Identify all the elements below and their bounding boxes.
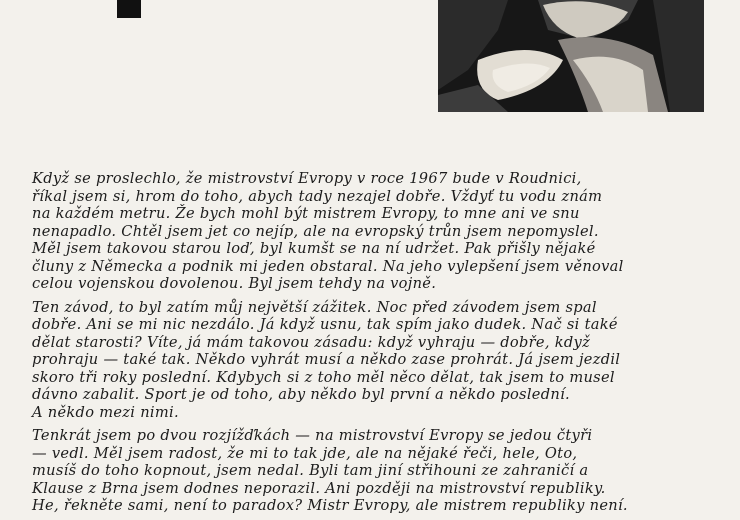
text-line: dobře. Ani se mi nic nezdálo. Já když usnu, tak spím jako dudek. Nač si také xyxy=(32,316,618,333)
text-line: Když se proslechlo, že mistrovství Evropy v roce 1967 bude v Roudnici, xyxy=(32,170,582,187)
text-line: na každém metru. Že bych mohl být mistrem Evropy, to mne ani ve snu xyxy=(32,205,580,222)
text-line: musíš do toho kopnout, jsem nedal. Byli tam jiní střihouni ze zahraničí a xyxy=(32,462,589,479)
text-line: — vedl. Měl jsem radost, že mi to tak jde, ale na nějaké řeči, hele, Oto, xyxy=(32,444,578,462)
text-line: He, řekněte sami, není to paradox? Mistr Evropy, ale mistrem republiky není. xyxy=(32,497,628,514)
paragraph xyxy=(32,170,722,293)
text-line: říkal jsem si, hrom do toho, abych tady nezajel dobře. Vždyť tu vodu znám xyxy=(32,187,603,205)
black-ink-block xyxy=(117,0,141,18)
photograph xyxy=(438,0,704,112)
text-line: celou vojenskou dovolenou. Byl jsem tehdy na vojně. xyxy=(32,275,437,292)
text-line: dávno zabalit. Sport je od toho, aby někdo byl první a někdo poslední. xyxy=(32,386,570,403)
text-line: prohraju — také tak. Někdo vyhrát musí a někdo zase prohrát. Já jsem jezdil xyxy=(32,351,621,368)
text-line: čluny z Německa a podnik mi jeden obstaral. Na jeho vylepšení jsem věnoval xyxy=(32,257,624,275)
text-line: skoro tři roky poslední. Kdybych si z toho měl něco dělat, tak jsem to musel xyxy=(32,368,615,386)
text-line: A někdo mezi nimi. xyxy=(32,403,179,421)
paragraph xyxy=(32,427,722,515)
text-line: Tenkrát jsem po dvou rozjížďkách — na mistrovství Evropy se jedou čtyři xyxy=(32,427,593,444)
paragraph xyxy=(32,299,722,422)
text-line: nenapadlo. Chtěl jsem jet co nejíp, ale na evropský trůn jsem nepomyslel. xyxy=(32,222,599,240)
photo-illustration xyxy=(438,0,704,112)
text-line: Klause z Brna jsem dodnes neporazil. Ani později na mistrovství republiky. xyxy=(32,479,606,497)
text-line: dělat starosti? Víte, já mám takovou zásadu: když vyhraju — dobře, když xyxy=(32,333,591,351)
text-line: Ten závod, to byl zatím můj největší zážitek. Noc před závodem jsem spal xyxy=(32,298,597,316)
text-line: Měl jsem takovou starou loď, byl kumšt se na ní udržet. Pak přišly nějaké xyxy=(32,240,596,257)
article-body xyxy=(32,170,722,515)
